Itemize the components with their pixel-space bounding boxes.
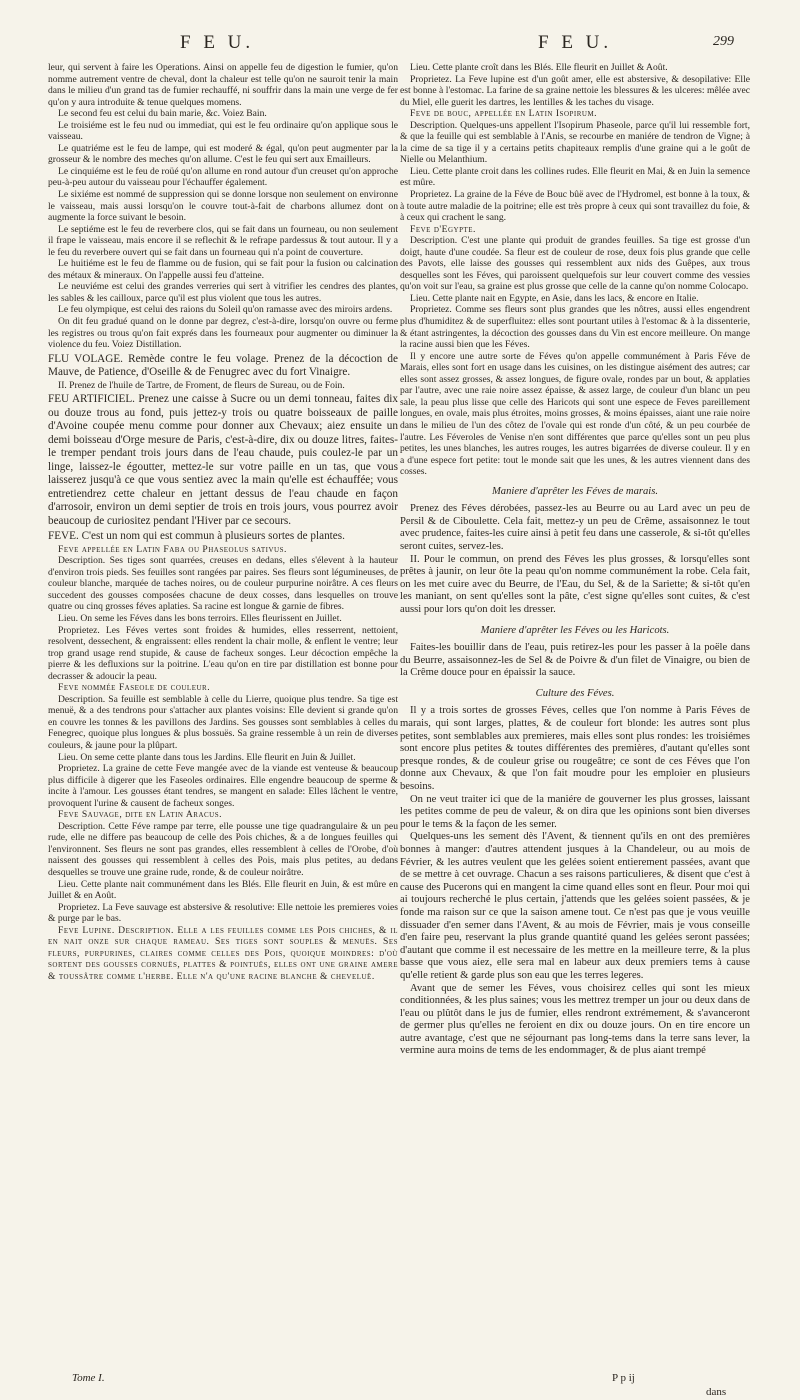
paragraph: Quelques-uns les sement dès l'Avent, & tiennent qu'ils en ont des premières bonnes à manger: d'autres attendent jusques à la Chandeleur, ou au mois de Février, & les autres veulent que les gelées soient entierement passées, avant que de se mettre à cet ouvrage. Chacun a ses raisons particulieres, & disent que c'est à cause des Pucerons qui en mangent la cime quand elles sont en fleur. Pour moi qui ai toujours recherché le plus certain, j'attends que les gelées soient passées, & je fonde ma raison sur ce que la saison amene tout. Ce n'est pas que je vous veuille dissuader d'en semer dans l'Avent, & au mois de Février, mais je vous conseille d'en faire peu, reservant la plus grande quantité quand les gelées seront passées; d'autant que comme il est necessaire de les mettre en la meilleure terre, & la plus basse que vous aiez, elle sera mal en labeur aux deux premiers tems à cause qu'elle retient & garde plus son eau que les terres legeres. (400, 831, 750, 981)
paragraph: Il y encore une autre sorte de Féves qu'on appelle communément à Paris Féve de Marais, elles sont fort en usage dans les cuisines, on les distingue aisément des autres; car elles sont assez grosses, & assez longues, de figure ovale, rondes par un bout, & applaties par l'autre, avec une raie noire assez épaisse, & assez large, de couleur d'un blanc un peu sale, la peau plus lisse que celle des Haricots qui sont une espece de Feves pareillement longues, en ovale, mais plus étroites, moins grosses, & moins épaisses, aiant une raie noire dans le milieu de l'un des côtez de l'ovale qui est ronde d'un côté, & un peu courbée de l'autre. Les Féveroles de Venise n'en sont différentes que parce qu'elles sont un peu plus petites, les unes blanches, les autres rouges, les autres bigarrées de diverse couleur. Il y en a d'une espece fort petite: tout le monde sait que les unes, & les autres viennent dans des cosses. (400, 350, 750, 478)
paragraph: Description. Quelques-uns appellent l'Isopirum Phaseole, parce qu'il lui ressemble fort, & que la feuille qui est semblable à l'Anis, se recourbe en maniére de tendron de Vigne; à la cime de sa tige il y a certains petits chapiteaux remplis d'une graine qui a le goût de Nielle ou Melanthium. (400, 119, 750, 166)
entry-feve: FEVE. C'est un nom qui est commun à plusieurs sortes de plantes. (48, 530, 345, 543)
subentry-heading: Feve de bouc, appellée en Latin Isopirum. (410, 108, 598, 120)
paragraph: Description. Ses tiges sont quarrées, creuses en dedans, elles s'élevent à la hauteur d'environ trois pieds. Ses feuilles sont rangées par paires. Ses fleurs sont légumineuses, de couleur blanche, marquée de taches noires, ou de couleur purpurine noirâtre. A ces fleurs succedent des gousses composées chacune de deux cosses, dans lesquelles on trouve quatre ou cinq grosses féves aplaties. Sa racine est longue & garnie de fibres. (48, 555, 398, 613)
paragraph: Lieu. On seme cette plante dans tous les Jardins. Elle fleurit en Juin & Juillet. (58, 751, 356, 763)
right-column (400, 62, 750, 1058)
section-heading: Culture des Féves. (535, 687, 615, 699)
paragraph: On dit feu gradué quand on le donne par degrez, c'est-à-dire, lorsqu'on ouvre ou ferme les registres ou trous qu'on fait exprés dans les fourneaux pour augmenter ou diminuer la violence du feu. Voiez Distillation. (48, 316, 398, 351)
paragraph: II. Pour le commun, on prend des Féves les plus grosses, & lorsqu'elles sont prêtes à jaunir, on leur ôte la peau qu'on nomme communément la robe. Cela fait, on les met cuire avec du Beurre, de l'Eau, du Sel, & de la Sariette; & si-tôt qu'en les maniant, on sent qu'elles sont la pâte, c'est signe qu'elles sont cuites, & c'est aussi pour lors qu'on doit les dresser. (400, 553, 750, 615)
page-number: 299 (713, 34, 734, 49)
subentry-heading: Feve Lupine. Description. Elle a les feuilles comme les Pois chiches, & il en nait onze sur chaque rameau. Ses tiges sont souples & menuës. Ses fleurs, purpurines, claires comme celles des Pois, quoique moindres: d'où sortent des gousses cornuës, plattes & pointuës, elles ont une graine amere & toussâtre comme l'herbe. Elle n'a qu'une racine blanche & cheveluë. (48, 924, 398, 982)
subentry-heading: Feve Sauvage, dite en Latin Aracus. (58, 809, 223, 821)
paragraph: Proprietez. La Feve sauvage est abstersive & resolutive: Elle nettoie les premieres voies & purge par le bas. (48, 901, 398, 925)
paragraph: Le cinquiéme est le feu de roüé qu'on allume en rond autour d'un creuset qu'on approche peu-à-peu autour du vaisseau pour l'échauffer également. (48, 165, 398, 189)
paragraph: Le huitiéme est le feu de flamme ou de fusion, qui se fait pour la fusion ou calcination des métaux & mineraux. On l'appelle aussi feu d'atteine. (48, 258, 398, 281)
paragraph: Le sixiéme est nommé de suppression qui se donne lorsque non seulement on environne le vaisseau, mais aussi lorsqu'on le couvre tout-à-fait de charbons allumez dont on augmente la force suivant le besoin. (48, 189, 398, 224)
paragraph: Description. C'est une plante qui produit de grandes feuilles. Sa tige est grosse d'un doigt, haute d'une coudée. Sa fleur est de couleur de rose, deux fois plus grande que celle des Pavots, elle laisse des gousses qui ressemblent aux nids des Guêpes, aux trous desquelles sont les Féves, qui paroissent quelquefois sur leur couvert comme des vessies qu'on voit sur l'eau, sa graine est plus grosse que celle de la canne qu'on nomme Colocapo. (400, 235, 750, 293)
paragraph: Le troisiéme est le feu nud ou immediat, qui est le feu ordinaire qu'on applique sous le vaisseau. (48, 119, 398, 143)
paragraph: Lieu. Cette plante nait en Egypte, en Asie, dans les lacs, & encore en Italie. (410, 292, 699, 304)
paragraph: Proprietez. La graine de cette Feve mangée avec de la viande est venteuse & beaucoup plus difficile à digerer que les Faseoles ordinaires. Elle engendre beaucoup de sperme & incite à l'amour. Les gousses étant tendres, se mangent en salade: Elles lâchent le ventre, provoquent l'urine & causent de facheux songes. (48, 763, 398, 809)
paragraph: Proprietez. Comme ses fleurs sont plus grandes que les nôtres, aussi elles engendrent plus d'humiditez & de superfluitez: elles sont pourtant utiles à l'estomac & à la dissenterie, & étant astringentes, la décoction des gousses dans du Vin est encore meilleure. On mange la racine aussi bien que les Féves. (400, 304, 750, 351)
signature-mark: P p ij (612, 1372, 635, 1384)
paragraph: Lieu. On seme les Féves dans les bons terroirs. Elles fleurissent en Juillet. (58, 613, 342, 624)
section-heading: Maniere d'aprêter les Féves de marais. (491, 485, 659, 497)
catchword: dans (706, 1386, 727, 1398)
volume-label: Tome I. (72, 1372, 105, 1384)
subentry-heading: Feve appellée en Latin Faba ou Phaseolus sativus. (58, 543, 287, 555)
section-heading: Maniere d'aprêter les Féves ou les Haricots. (480, 624, 670, 636)
paragraph: Faites-les bouillir dans de l'eau, puis retirez-les pour les passer à la poële dans du Beurre, assaisonnez-les de Sel & de Poivre & d'un filet de Vinaigre, ou bien de la Crême douce pour en épaissir la sauce. (400, 642, 750, 679)
paragraph: Le second feu est celui du bain marie, &c. Voiez Bain. (58, 108, 267, 120)
paragraph: Description. Sa feuille est semblable à celle du Lierre, quoique plus tendre. Sa tige est menuë, & a des tendrons pour s'attacher aux plantes voisins: Elle devient si grande qu'on en couvre les tonnes & les pavillons des Jardins. Ses gousses sont semblables à celles du Fenegrec, quoique plus longues & plus bossuës. Sa graine ressemble à un rein de diverses couleurs, & jaune pour la plûpart. (48, 693, 398, 752)
paragraph: Proprietez. La graine de la Féve de Bouc bûë avec de l'Hydromel, est bonne à la toux, & à toute autre maladie de la poitrine; elle est très propre à ceux qui sont travaillez du foie, & à ceux qui crachent le sang. (400, 189, 750, 224)
running-head-left: F E U. (180, 32, 255, 53)
subentry-heading: Feve d'Egypte. (410, 223, 476, 235)
entry-feu-artificiel: FEU ARTIFICIEL. Prenez une caisse à Sucre ou un demi tonneau, faites dix ou douze trous au fond, puis jettez-y trois ou quatre boisseaux de paille d'Avoine coupée menu comme pour donner aux Chevaux; aiez ensuite un demi boisseau d'Orge mesure de Paris, c'est-à-dire, dix ou douze litres, faites-le tremper pendant trois jours dans de l'eau chaude, puis coulez-le par un linge, laissez-le égoutter, mettez-le sur votre paille en un tas, que vous laisserez jusqu'à ce que vous sentiez avec la main qu'elle est échauffée; vous entretiendrez cette chaleur en jettant dessus de l'eau chaude en façon d'arrosoir, environ un demi septier de trois en trois jours, vous pourrez avoir beaucoup de curiositez pendant l'Hiver par ce secours. (48, 393, 398, 527)
paragraph: Proprietez. La Feve lupine est d'un goût amer, elle est abstersive, & desopilative: Elle est bonne à l'estomac. La farine de sa graine nettoie les blessures & les ulceres: mêlée avec du Miel, elle guerit les dartres, les lentilles & les taches du visage. (400, 73, 750, 108)
subentry-heading: Feve nommée Faseole de couleur. (58, 682, 211, 694)
paragraph: II. Prenez de l'huile de Tartre, de Froment, de fleurs de Sureau, ou de Foin. (58, 379, 345, 391)
paragraph: Le quatriéme est le feu de lampe, qui est moderé & égal, qu'on peut augmenter par la grosseur & le nombre des meches qu'on allume. C'est le feu qui sert aux Emailleurs. (48, 142, 398, 166)
paragraph: Proprietez. Les Féves vertes sont froides & humides, elles resserrent, nettoient, resolvent, dessechent, & engraissent: elles rendent la chair molle, & enflent le ventre; leur trop grand usage rend stupide, & cause de facheux songes. Leur décoction empêche la pierre & les defluxions sur la poitrine. L'eau qu'on en tire par distillation est bonne pour decrasser & adoucir la peau. (48, 624, 398, 682)
paragraph: Le neuviéme est celui des grandes verreries qui sert à vitrifier les cendres des plantes, les sables & les cailloux, parce qu'il est plus violent que tous les autres. (48, 281, 398, 304)
paragraph: On ne veut traiter ici que de la maniére de gouverner les plus grosses, laissant les petites comme de peu de valeur, & on dira que les opinions sont bien diverses pour le tems & la façon de les semer. (400, 793, 750, 830)
running-head-right: F E U. (538, 32, 613, 53)
paragraph: Il y a trois sortes de grosses Féves, celles que l'on nomme à Paris Féves de marais, qui sont larges, plattes, & de couleur fort blonde: les autres sont plus petites, sont semblables aux premieres, mais elles sont plus rondes: les troisiémes sont encore plus petites & toutes différentes des premières, d'autant qu'elles sont presque rondes, & de couleur grise ou rougeâtre; ce sont de ces Féves que l'on donne aux Chevaux, & que l'on fait moudre pour les emploier en plusieurs besoins. (400, 705, 750, 793)
paragraph: Lieu. Cette plante nait communément dans les Blés. Elle fleurit en Juin, & est mûre en Juillet & en Août. (48, 878, 398, 902)
left-column (48, 62, 398, 983)
paragraph: leur, qui servent à faire les Operations. Ainsi on appelle feu de digestion le fumier, qu'on nomme autrement ventre de cheval, dont la chaleur est telle qu'on ne sauroit tenir la main dans le milieu d'un grand tas de fumier rechauffé, ni souffrir dans la main une verge de fer qu'on y aura introduite & tenue quelques momens. (48, 62, 398, 108)
paragraph: Prenez des Féves dérobées, passez-les au Beurre ou au Lard avec un peu de Persil & de Ciboulette. Cela fait, mettez-y un peu de Crême, assaisonnez le tout avec prudence, faites-les cuire ainsi à petit feu dans une casserole, & si-tôt qu'elles seront cuites, servez-les. (400, 503, 750, 553)
paragraph: Avant que de semer les Féves, vous choisirez celles qui sont les mieux conditionnées, & les plus saines; vous les mettrez tremper un jour ou deux dans de l'eau ou plûtôt dans le jus de fumier, elles rendront extrémement, & s'avanceront de germer plus qu'elles ne feroient en dix ou douze jours. On en tire encore un autre avantage, c'est que ne séjournant pas long-tems dans la terre sans lever, la vermine aura moins de tems de les endommager, & de plus aiant trempé (400, 982, 750, 1057)
paragraph: Le septiéme est le feu de reverbere clos, qui se fait dans un fourneau, ou non seulement il frape le vaisseau, mais encore il se reflechit & le refrape pardessus & tout autour. Il y a le feu du reverbere ouvert qui se fait dans un fourneau qui n'a point de couverture. (48, 223, 398, 258)
paragraph: Le feu olympique, est celui des raions du Soleil qu'on ramasse avec des miroirs ardens. (58, 304, 393, 316)
paragraph: Lieu. Cette plante croît dans les Blés. Elle fleurit en Juillet & Août. (410, 62, 668, 73)
entry-flu-volage: FLU VOLAGE. Remède contre le feu volage. Prenez de la décoction de Mauve, de Patience, d'Oseille & de Fenugrec avec du fort Vinaigre. (48, 352, 398, 379)
paragraph: Description. Cette Féve rampe par terre, elle pousse une tige quadrangulaire & un peu rude, elle ne differe pas beaucoup de celle des Pois chiches, & a de longues feuilles qui l'environnent. Ses fleurs ne sont pas grandes, elles ressemblent à celles de l'Orobe, d'où naissent des gousses qui ressemblent à celles des Pois, mais plus petites, au dedans desquelles se trouve une graine rude, ronde, & de couleur noirâtre. (48, 820, 398, 879)
paragraph: Lieu. Cette plante croit dans les collines rudes. Elle fleurit en Mai, & en Juin la semence est mûre. (400, 165, 750, 189)
